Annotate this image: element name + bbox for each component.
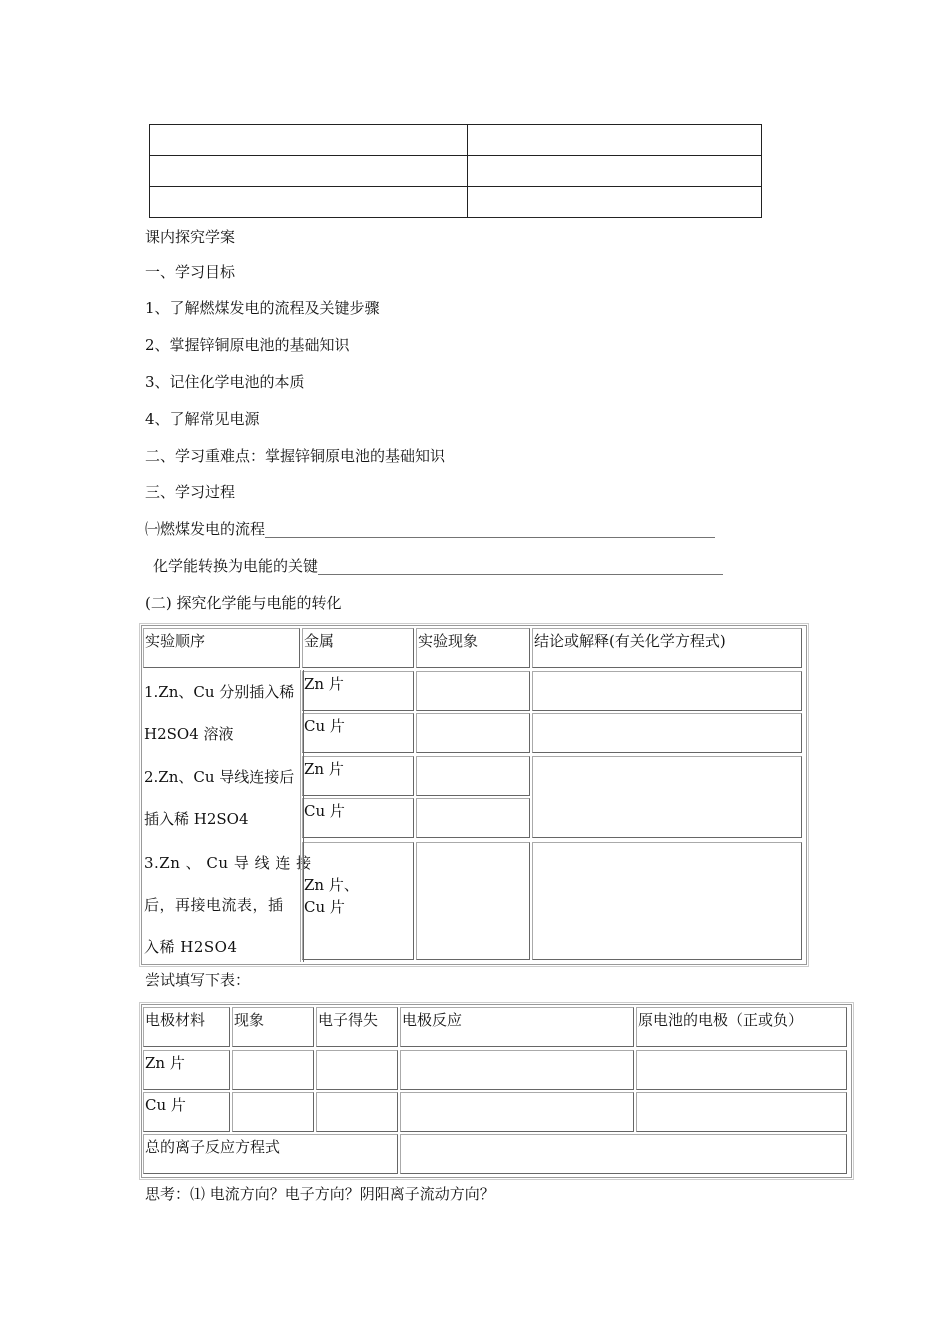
column-divider (300, 670, 304, 962)
row2-order-line1: 2.Zn、Cu 导线连接后 (144, 768, 295, 786)
header-phenomenon: 实验现象 (416, 628, 530, 668)
row2-metal-zn: Zn 片 (302, 756, 414, 796)
page-heading: 课内探究学案 (145, 228, 236, 246)
row3-metal-line1: Zn 片、 (304, 876, 359, 894)
total-equation-label: 总的离子反应方程式 (143, 1134, 398, 1174)
header-phenomenon: 现象 (232, 1007, 314, 1047)
section-process: 三、学习过程 (145, 483, 236, 501)
try-fill-label: 尝试填写下表： (145, 971, 251, 989)
header-conclusion: 结论或解释(有关化学方程式) (532, 628, 802, 668)
table-cell (150, 156, 468, 187)
row-zn-polarity (636, 1050, 847, 1090)
section-key-points: 二、学习重难点：掌握锌铜原电池的基础知识 (145, 447, 446, 465)
section-learning-goals: 一、学习目标 (145, 263, 236, 281)
header-metal: 金属 (302, 628, 414, 668)
row-cu-label: Cu 片 (143, 1092, 230, 1132)
row3-phenomenon (416, 842, 530, 960)
row1-conclusion-zn (532, 671, 802, 711)
goal-3: 3、记住化学电池的本质 (145, 373, 305, 391)
goal-1: 1、了解燃煤发电的流程及关键步骤 (145, 299, 380, 317)
subsection-explore: (二) 探究化学能与电能的转化 (145, 594, 342, 612)
row3-conclusion (532, 842, 802, 960)
row1-metal-cu: Cu 片 (302, 713, 414, 753)
row1-phenomenon-zn (416, 671, 530, 711)
row-zn-reaction (400, 1050, 634, 1090)
goal-2: 2、掌握锌铜原电池的基础知识 (145, 336, 350, 354)
header-electrode-polarity: 原电池的电极（正或负） (636, 1007, 847, 1047)
total-equation-value (400, 1134, 847, 1174)
table-cell (150, 125, 468, 156)
row3-order-line2: 后，再接电流表，插 (144, 896, 284, 914)
row-cu-electron (316, 1092, 398, 1132)
table-cell (468, 125, 762, 156)
row1-metal-zn: Zn 片 (302, 671, 414, 711)
header-electrode-material: 电极材料 (143, 1007, 230, 1047)
header-electrode-reaction: 电极反应 (400, 1007, 634, 1047)
row3-order-line1: 3.Zn 、 Cu 导 线 连 接 (144, 854, 312, 872)
row-zn-electron (316, 1050, 398, 1090)
row3-metal (302, 842, 414, 960)
row3-order-line3: 入稀 H2SO4 (144, 938, 238, 956)
row1-phenomenon-cu (416, 713, 530, 753)
row2-order (143, 756, 303, 840)
row1-order (143, 671, 303, 755)
row3-metal-line2: Cu 片 (304, 898, 345, 916)
table-row (150, 187, 762, 218)
row-cu-polarity (636, 1092, 847, 1132)
experiment-table (141, 625, 807, 965)
fill-blank-key: 化学能转换为电能的关键______________________________________________________ (153, 557, 724, 575)
row-cu-reaction (400, 1092, 634, 1132)
row2-phenomenon-cu (416, 798, 530, 838)
top-empty-table (149, 124, 762, 218)
header-electron-gain-loss: 电子得失 (316, 1007, 398, 1047)
fill-blank-process: ㈠燃煤发电的流程____________________________________________________________ (145, 520, 716, 538)
row1-order-line1: 1.Zn、Cu 分别插入稀 (144, 683, 295, 701)
row2-conclusion (532, 756, 802, 838)
row3-order (143, 842, 312, 960)
header-order: 实验顺序 (143, 628, 300, 668)
row1-conclusion-cu (532, 713, 802, 753)
electrode-table (141, 1004, 852, 1178)
row2-phenomenon-zn (416, 756, 530, 796)
table-cell (468, 156, 762, 187)
row1-order-line2: H2SO4 溶液 (144, 725, 234, 743)
row-cu-phenomenon (232, 1092, 314, 1132)
row-zn-phenomenon (232, 1050, 314, 1090)
table-row (150, 156, 762, 187)
goal-4: 4、了解常见电源 (145, 410, 260, 428)
table-cell (468, 187, 762, 218)
think-question: 思考：⑴ 电流方向？电子方向？阴阳离子流动方向？ (145, 1185, 495, 1203)
row-zn-label: Zn 片 (143, 1050, 230, 1090)
row2-order-line2: 插入稀 H2SO4 (144, 810, 249, 828)
table-cell (150, 187, 468, 218)
table-row (150, 125, 762, 156)
row2-metal-cu: Cu 片 (302, 798, 414, 838)
